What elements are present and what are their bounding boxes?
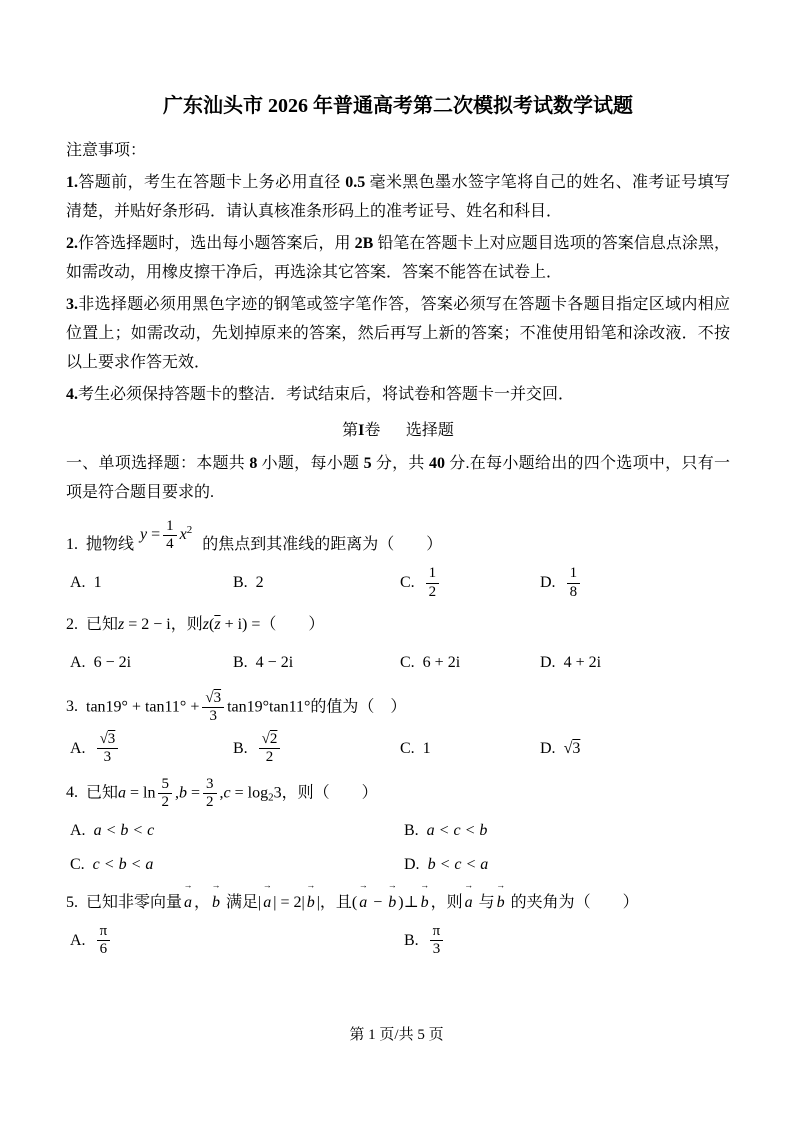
paren-close-equals: ) = xyxy=(242,616,261,633)
vector-a xyxy=(182,879,194,918)
fraction xyxy=(97,731,119,767)
sqrt-expression xyxy=(100,731,116,747)
fraction-denominator: 2 xyxy=(265,749,274,765)
math-var-z: z xyxy=(202,616,209,633)
math-var-c: c xyxy=(223,783,231,801)
question-5-number: 5. xyxy=(66,893,78,911)
option-a-label: A. xyxy=(70,821,86,839)
question-2-eq1: = 2 − i xyxy=(124,616,171,633)
option-b xyxy=(404,816,730,846)
fraction-numerator xyxy=(202,690,224,708)
sqrt-expression xyxy=(564,734,581,764)
formula-exponent: 2 xyxy=(186,524,193,536)
fraction xyxy=(158,776,172,812)
fraction xyxy=(430,923,444,959)
option-b-value: 2 xyxy=(255,574,264,591)
sqrt-sign: √ xyxy=(261,730,270,747)
option-d-label: D. xyxy=(540,739,556,757)
option-a-label: A. xyxy=(70,574,86,591)
fraction-denominator: 2 xyxy=(161,793,169,810)
intro-text-3: 分，共 xyxy=(371,455,429,472)
question-4-options xyxy=(70,816,730,880)
question-4-c-eq: = log xyxy=(230,783,269,801)
vector-letter: a xyxy=(464,893,473,911)
abs-bar: | xyxy=(316,893,320,911)
option-d-label: D. xyxy=(540,574,556,591)
sqrt-radicand: 3 xyxy=(107,730,116,747)
notice-item-3-text: 非选择题必须用黑色字迹的钢笔或签字笔作答，答案必须写在答题卡各题目指定区域内相应位置上；如需改动，先划掉原来的答案，然后再写上新的答案；不准使用铅笔和涂改液．不按以上要求作答无效． xyxy=(66,296,730,371)
question-1-pre: 抛物线 xyxy=(86,536,135,553)
fraction-denominator: 2 xyxy=(206,793,214,810)
option-c-value: 6 + 2i xyxy=(422,654,461,671)
fraction-numerator: 3 xyxy=(203,776,217,794)
fraction-numerator xyxy=(97,731,119,749)
question-3-options xyxy=(70,730,730,768)
notice-item-4-text: 考生必须保持答题卡的整洁．考试结束后，将试卷和答题卡一并交回． xyxy=(78,386,575,403)
sqrt-sign: √ xyxy=(563,739,573,757)
option-c-label: C. xyxy=(70,855,85,873)
paren-open: ( xyxy=(209,616,215,633)
fraction xyxy=(426,565,440,601)
question-3 xyxy=(66,690,730,768)
intro-text-1: 一、单项选择题：本题共 xyxy=(66,455,250,472)
fraction-numerator: 1 xyxy=(567,565,581,583)
abs-bar: | xyxy=(258,893,262,911)
fraction-denominator: 8 xyxy=(569,583,578,600)
option-c-value: c < b < a xyxy=(92,855,154,873)
option-c-label: C. xyxy=(400,574,415,591)
page-title: 广东汕头市 2026 年普通高考第二次模拟考试数学试题 xyxy=(163,95,633,117)
option-a-value: 6 − 2i xyxy=(93,654,132,671)
option-d-value: 4 + 2i xyxy=(563,654,602,671)
fraction-denominator: 3 xyxy=(209,708,217,725)
math-var-b: b xyxy=(178,783,187,801)
notice-item-1-text: 答题前，考生在答题卡上务必用直径 xyxy=(78,174,346,191)
formula-equals: = xyxy=(151,526,161,543)
option-a xyxy=(70,568,233,598)
vector-letter: a xyxy=(359,893,368,911)
question-5 xyxy=(66,879,730,960)
fraction xyxy=(97,923,111,959)
question-3-expr-1: tan19° + tan11° + xyxy=(86,698,200,716)
option-a-label: A. xyxy=(70,739,86,757)
log-base: 2 xyxy=(268,790,274,803)
option-b xyxy=(233,648,400,678)
notice-item-2-number: 2. xyxy=(66,235,78,252)
fraction-denominator: 2 xyxy=(428,583,437,600)
question-4-b-eq: = xyxy=(186,783,201,801)
notice-item-2-text2: 铅笔在答题卡上对应题目选项的答案信息点涂黑，如需改动，用橡皮擦干净后，再选涂其它答案．答案不能答在试卷上． xyxy=(66,235,730,281)
notice-item-1-bold: 0.5 xyxy=(345,174,366,191)
sqrt-radicand: 3 xyxy=(213,690,222,706)
intro-text-2: 小题，每小题 xyxy=(257,455,364,472)
fraction-numerator: π xyxy=(430,923,444,941)
log-argument: 3 xyxy=(273,783,282,801)
fraction-denominator: 3 xyxy=(103,749,112,765)
question-3-number: 3. xyxy=(66,698,78,716)
intro-text-4: 分.在每小题给出的四个选项中，只有一项是符合题目要求的. xyxy=(66,455,730,501)
option-b xyxy=(404,923,730,959)
fraction-numerator: π xyxy=(97,923,111,941)
option-d-value: b < c < a xyxy=(427,855,489,873)
question-1 xyxy=(66,515,730,602)
question-1-formula xyxy=(140,515,192,553)
option-a-label: A. xyxy=(70,654,86,671)
vector-b xyxy=(495,879,507,918)
option-b xyxy=(233,568,400,598)
question-4-pre: 已知 xyxy=(86,783,119,801)
notice-item-1 xyxy=(66,168,730,226)
vector-letter: b xyxy=(496,893,505,911)
section-1-number: I xyxy=(358,422,365,439)
notice-item-3 xyxy=(66,290,730,377)
option-b-label: B. xyxy=(404,931,419,949)
question-3-post: 的值为（ ） xyxy=(310,698,407,716)
intro-bold-1: 8 xyxy=(249,455,258,472)
vector-letter: a xyxy=(263,893,272,911)
fraction xyxy=(567,565,581,601)
vector-arrow-icon: → xyxy=(387,879,397,890)
notice-item-2 xyxy=(66,229,730,287)
sqrt-radicand: 3 xyxy=(572,739,581,757)
comma: , xyxy=(219,783,224,801)
option-d xyxy=(540,734,730,764)
option-a-label: A. xyxy=(70,931,86,949)
option-d xyxy=(540,648,730,678)
question-5-text-2: ，且( xyxy=(319,893,358,911)
vector-b xyxy=(305,879,317,918)
minus-sign: − xyxy=(369,893,387,911)
vector-arrow-icon: → xyxy=(183,879,193,890)
formula-var-y: y xyxy=(140,526,148,543)
option-a-value: a < b < c xyxy=(93,821,155,839)
question-5-pre: 已知非零向量 xyxy=(86,893,183,911)
vector-letter: a xyxy=(184,893,193,911)
question-5-options xyxy=(70,922,730,960)
option-d xyxy=(404,850,730,880)
vector-letter: b xyxy=(306,893,315,911)
section-1-intro xyxy=(66,449,730,507)
question-4-number: 4. xyxy=(66,783,78,801)
comma: , xyxy=(174,783,179,801)
vector-a xyxy=(463,879,475,918)
math-var-z: z xyxy=(118,616,125,633)
option-b-value: a < c < b xyxy=(426,821,488,839)
vector-arrow-icon: → xyxy=(211,879,221,890)
option-d-label: D. xyxy=(404,855,420,873)
option-d xyxy=(540,565,730,601)
section-1-name: 选择题 xyxy=(405,422,454,439)
vector-a xyxy=(357,879,369,918)
notice-item-1-text2: 毫米黑色墨水签字笔将自己的姓名、准考证号填写清楚，并贴好条形码．请认真核准条形码上的准考证号、姓名和科目． xyxy=(66,174,730,220)
vector-letter: b xyxy=(212,893,221,911)
option-a xyxy=(70,731,233,767)
fraction xyxy=(202,690,224,726)
formula-var-x: x xyxy=(179,526,187,543)
notice-item-2-text: 作答选择题时，选出每小题答案后，用 xyxy=(78,235,355,252)
fraction xyxy=(259,731,281,767)
fraction-numerator: 1 xyxy=(163,518,177,536)
fraction-denominator: 6 xyxy=(99,941,108,958)
section-1-heading xyxy=(66,417,730,445)
fraction-numerator: 5 xyxy=(158,776,172,794)
section-1-post: 卷 xyxy=(364,422,381,439)
notice-item-4 xyxy=(66,380,730,409)
question-2-number: 2. xyxy=(66,616,78,633)
question-1-number: 1. xyxy=(66,536,78,553)
vector-arrow-icon: → xyxy=(496,879,506,890)
intro-bold-2: 5 xyxy=(363,455,372,472)
option-c xyxy=(70,850,404,880)
vector-arrow-icon: → xyxy=(358,879,368,890)
fraction xyxy=(203,776,217,812)
intro-bold-3: 40 xyxy=(428,455,445,472)
question-1-options xyxy=(70,564,730,602)
question-5-text-1: 满足 xyxy=(222,893,259,911)
vector-b xyxy=(386,879,398,918)
vector-arrow-icon: → xyxy=(306,879,316,890)
option-c xyxy=(400,734,540,764)
sqrt-sign: √ xyxy=(205,690,214,706)
option-c-label: C. xyxy=(400,654,415,671)
sqrt-expression xyxy=(262,731,278,747)
fraction-denominator: 4 xyxy=(166,535,174,552)
vector-b xyxy=(210,879,222,918)
option-b-label: B. xyxy=(404,821,419,839)
sqrt-expression xyxy=(205,690,221,706)
option-a xyxy=(70,816,404,846)
vector-b xyxy=(419,879,431,918)
notice-item-4-number: 4. xyxy=(66,386,78,403)
option-c xyxy=(400,565,540,601)
question-2-post: （ ） xyxy=(260,616,325,633)
fraction-denominator: 3 xyxy=(432,941,441,958)
option-c-label: C. xyxy=(400,739,415,757)
vector-arrow-icon: → xyxy=(262,879,272,890)
question-5-text-4: 与 xyxy=(474,893,495,911)
question-1-post: 的焦点到其准线的距离为（ ） xyxy=(202,536,443,553)
option-d-label: D. xyxy=(540,654,556,671)
question-2-plus-i: + i xyxy=(220,616,243,633)
vector-letter: b xyxy=(388,893,397,911)
notice-item-3-number: 3. xyxy=(66,296,78,313)
question-2-options xyxy=(70,644,730,682)
section-1-pre: 第 xyxy=(342,422,359,439)
option-b-label: B. xyxy=(233,654,248,671)
option-a xyxy=(70,923,404,959)
question-2-pre: 已知 xyxy=(86,616,119,633)
notice-item-2-bold: 2B xyxy=(354,235,374,252)
comma: ， xyxy=(194,893,211,911)
question-5-eq: | = 2| xyxy=(273,893,305,911)
option-b-value: 4 − 2i xyxy=(255,654,294,671)
page-footer: 第 1 页/共 5 页 xyxy=(349,1027,444,1043)
math-var-z-conjugate: $\overline{z}$ xyxy=(214,616,221,633)
question-2 xyxy=(66,610,730,682)
question-2-mid: ，则 xyxy=(170,616,203,633)
fraction-numerator xyxy=(259,731,281,749)
perpendicular: )⊥ xyxy=(398,893,419,911)
option-a xyxy=(70,648,233,678)
sqrt-sign: √ xyxy=(99,730,108,747)
question-4-post: ，则（ ） xyxy=(281,783,378,801)
option-b xyxy=(233,731,400,767)
vector-arrow-icon: → xyxy=(420,879,430,890)
vector-a xyxy=(261,879,273,918)
fraction xyxy=(163,518,177,554)
option-a-value: 1 xyxy=(93,574,102,591)
option-b-label: B. xyxy=(233,739,248,757)
sqrt-radicand: 2 xyxy=(269,730,278,747)
question-5-text-3: ，则 xyxy=(430,893,463,911)
question-4 xyxy=(66,776,730,880)
option-c xyxy=(400,648,540,678)
question-4-a-eq: = ln xyxy=(126,783,156,801)
math-var-a: a xyxy=(118,783,127,801)
question-3-expr-2: tan19°tan11° xyxy=(227,698,311,716)
vector-arrow-icon: → xyxy=(464,879,474,890)
fraction-numerator: 1 xyxy=(426,565,440,583)
vector-letter: b xyxy=(420,893,429,911)
question-5-post: 的夹角为（ ） xyxy=(506,893,639,911)
option-c-value: 1 xyxy=(422,739,431,757)
notice-heading: 注意事项： xyxy=(66,142,147,159)
notice-item-1-number: 1. xyxy=(66,174,78,191)
option-b-label: B. xyxy=(233,574,248,591)
